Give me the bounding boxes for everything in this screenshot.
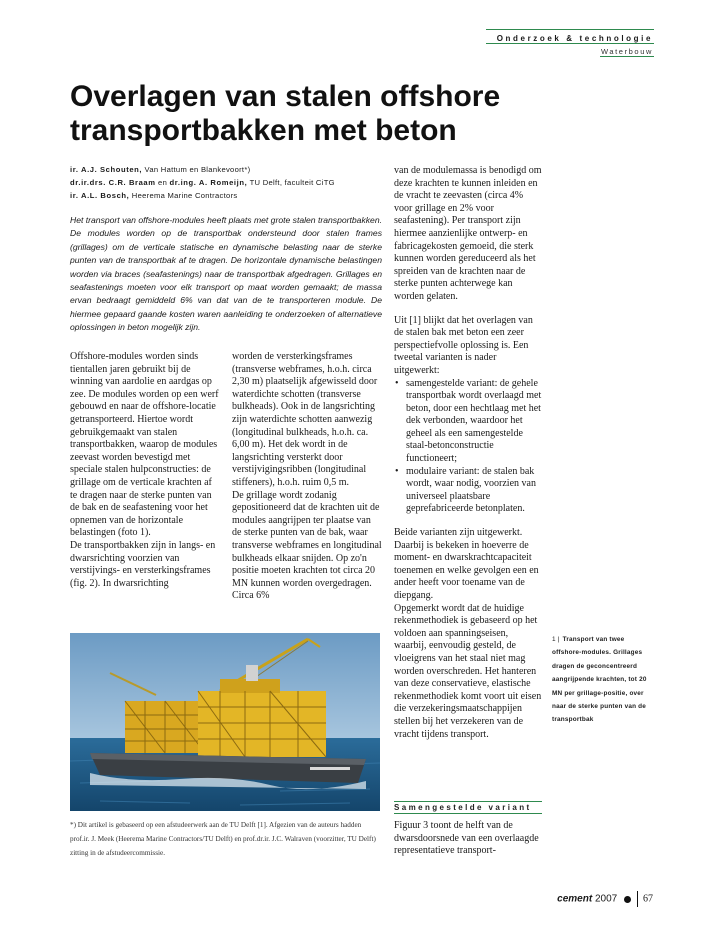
paragraph: De grillage wordt zodanig gepositioneerd dat de krachten uit de modules aangrijpen ter plaatse van de sterke punten van de bak, waar transverse webframes en longitudinal bulkheads elkaar snijden. Op zo'n positie moeten krachten tot circa 20 MN kunnen worden overgedragen. Circa 6% [232, 489, 382, 602]
body-column-2 [232, 351, 382, 603]
body-column-3 [394, 165, 542, 741]
header-rule-bottom [600, 56, 654, 57]
author-line [70, 163, 380, 176]
author-affiliation: TU Delft, faculteit CiTG [249, 178, 335, 187]
subsection-label: Waterbouw [600, 47, 653, 56]
paragraph: Opgemerkt wordt dat de huidige rekenmethodiek is gebaseerd op het voldoen aan spanningseisen, waarbij, eenvoudig gesteld, de vloeigrens van het staal niet mag worden overschreden. Het hanteren van deze conservatieve, elastische rekenmethodiek komt voort uit eisen die verzekeringsmaatschappijen stellen bij het verzekeren van de vracht tijdens transport. [394, 602, 542, 740]
author-line [70, 176, 380, 189]
footer-divider [637, 891, 638, 907]
article-abstract: Het transport van offshore-modules heeft plaats met grote stalen transportbakken. De modules worden op de transportbak ondersteund door stalen frames (grillages) om de verticale statische en dynamische belasting naar de sterke punten van de transportbak af te dragen. De horizontale dynamische belastingen worden via braces (seafastenings) naar de transportbak afgedragen. Grillages en seafastenings moeten voor elk transport op maat worden gemaakt; de massa ervan bedraagt gemiddeld 6% van dat van de te transporteren module. De hiermee gepaard gaande kosten waren aanleiding te onderzoeken of alternatieve oplossingen in beton mogelijk zijn. [70, 215, 382, 333]
body-column-1 [70, 351, 220, 590]
header-rule-mid [486, 43, 654, 44]
issue-year: 2007 [594, 893, 618, 905]
caption-number: 1 | [552, 636, 560, 643]
barge-with-modules-image [70, 633, 380, 811]
list-item: • samengestelde variant: de gehele transportbak wordt overlaagd met beton, door een hechtlaag met het dek verbonden, waardoor het geheel als een samengestelde staal-betonconstructie functioneert; [406, 378, 542, 466]
author-affiliation: Van Hattum en Blankevoort*) [144, 165, 251, 174]
list-item: • modulaire variant: de stalen bak wordt, waar nodig, voorzien van universeel plaatsbare geprefabriceerde betonplaten. [406, 466, 542, 516]
section-label: Onderzoek & technologie [496, 34, 653, 43]
author-line [70, 189, 380, 202]
caption-text: Transport van twee offshore-modules. Grillages dragen de geconcentreerd aangrijpende krachten, tot 20 MN per grillage-positie, over naar de sterke punten van de transportbak [552, 636, 647, 724]
paragraph: worden de versterkingsframes (transverse webframes, h.o.h. circa 2,30 m) plaatselijk afgewisseld door waterdichte schotten (transverse bulkheads). Ook in de langsrichting zijn waterdichte schotten aanwezig (longitudinal bulkheads, h.o.h. ca. 6,00 m). Het dek wordt in de langsrichting versterkt door verstijvigingsribben (longitudinal stiffeners), h.o.h. ruim 0,5 m. [232, 351, 378, 488]
paragraph: Uit [1] blijkt dat het overlagen van de stalen bak met beton een zeer perspectiefvolle oplossing is. Een tweetal varianten is nader uitgewerkt: [394, 314, 533, 376]
author-connector: en [158, 178, 168, 187]
page-number: 67 [643, 893, 653, 905]
page-footer [557, 891, 653, 907]
paragraph: Beide varianten zijn uitgewerkt. Daarbij is bekeken in hoeverre de moment- en dwarskrachtcapaciteit toenemen en welke gevolgen een en ander heeft voor toename van de diepgang. [394, 527, 539, 601]
body-column-3-continued [394, 820, 542, 858]
offshore-transport-photo [70, 633, 380, 811]
author-name: ir. A.J. Schouten, [70, 165, 143, 174]
paragraph: Offshore-modules worden sinds tientallen jaren gebruikt bij de winning van aardolie en aardgas op zee. De modules worden op een werf gebouwd en naar de offshore-locatie getransporteerd. Hiertoe wordt gebruikgemaakt van stalen transportbakken, waarop de modules zeevast worden bevestigd met speciale stalen hulpconstructies: de grillage om de verticale krachten af te dragen naar de sterke punten van de bak en de seafastening voor het opnemen van de horizontale belastingen (foto 1). [70, 351, 219, 539]
author-affiliation: Heerema Marine Contractors [131, 191, 238, 200]
paragraph: Figuur 3 toont de helft van de dwarsdoorsnede van een overlaagde representatieve transport- [394, 820, 539, 857]
issue-marker-icon [624, 896, 631, 903]
variant-list [394, 378, 542, 517]
paragraph: van de modulemassa is benodigd om deze krachten te kunnen inleiden en de vracht te zeevasten (circa 4% voor grillage en 2% voor seafastening). Per transport zijn hiermee aanzienlijke ontwerp- en fabricagekosten gemoeid, die sterk kunnen worden gereduceerd als het spreiden van de krachten naar de sterke punten achterwege kan worden gelaten. [394, 165, 542, 302]
author-name: dr.ir.drs. C.R. Braam [70, 178, 156, 187]
article-title: Overlagen van stalen offshore transportbakken met beton [70, 80, 501, 147]
paragraph: De transportbakken zijn in langs- en dwarsrichting voorzien van verstijvings- en versterkingsframes (fig. 2). In dwarsrichting [70, 539, 216, 589]
author-name: ir. A.L. Bosch, [70, 191, 130, 200]
photo-caption [552, 633, 652, 727]
footnote: *) Dit artikel is gebaseerd op een afstudeerwerk aan de TU Delft [1]. Afgezien van de auteurs hadden prof.ir. J. Meek (Heerema Marine Contractors/TU Delft) en prof.dr.ir. J.C. Walraven (voorzitter, TU Delft) zitting in de afstudeercommissie. [70, 821, 376, 857]
magazine-name: cement [557, 893, 593, 905]
header-rule-top [486, 29, 654, 30]
section-subheading: Samengestelde variant [394, 801, 542, 814]
author-name: dr.ing. A. Romeijn, [169, 178, 248, 187]
author-list [70, 163, 380, 202]
